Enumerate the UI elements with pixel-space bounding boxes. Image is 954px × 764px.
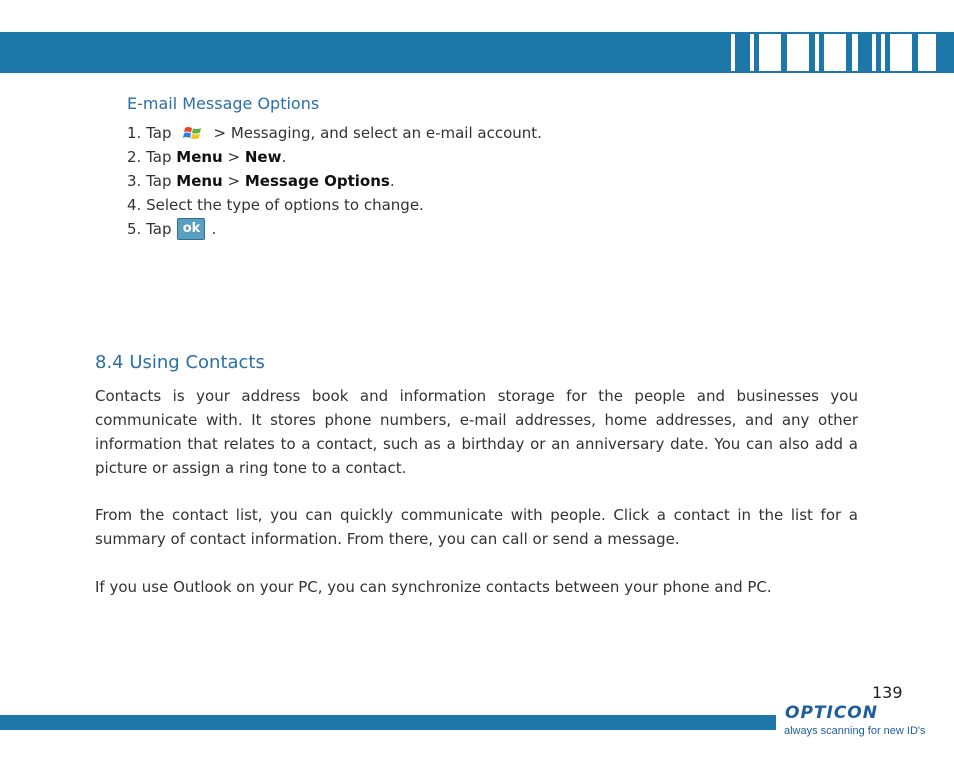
menu-command: Menu [176,148,223,166]
menu-command: Menu [176,172,223,190]
paragraph-contacts-intro: Contacts is your address book and information storage for the people and businesses you communicate with. It stores phone numbers, e-mail addresses, home addresses, and any other information that relates to a contact, such as a birthday or an anniversary date. You can also add a picture or assign a ring tone to a contact. [95,387,858,477]
step-4-text: 4. Select the type of options to change. [127,196,424,214]
step-2-number: 2. Tap [127,148,172,166]
logo-tagline: always scanning for new ID's [784,725,926,737]
step-5 [127,217,542,241]
opticon-logo: OPTICON [785,703,878,723]
message-options-command: Message Options [244,172,390,190]
section-title: 8.4 Using Contacts [95,352,265,373]
new-command: New [244,148,282,166]
windows-start-icon [183,124,203,142]
ok-button-icon: ok [177,218,205,240]
step-3-end: . [389,172,395,190]
header-band [0,32,954,73]
email-options-heading: E-mail Message Options [127,94,320,113]
paragraph-contact-list: From the contact list, you can quickly communicate with people. Click a contact in the list for a summary of contact information. From there, you can call or send a message. [95,506,858,548]
separator: > [227,172,241,190]
paragraph-outlook-sync: If you use Outlook on your PC, you can synchronize contacts between your phone and PC. [95,578,772,596]
step-1-number: 1. Tap [127,124,172,142]
email-options-steps [127,121,542,241]
step-1 [127,121,542,145]
step-1-text: > Messaging, and select an e-mail account. [213,124,542,142]
separator: > [227,148,241,166]
step-2 [127,145,542,169]
step-3 [127,169,542,193]
footer-band [0,715,776,730]
step-5-number: 5. Tap [127,220,172,238]
step-3-number: 3. Tap [127,172,172,190]
barcode-decoration-icon [731,34,936,71]
step-4 [127,193,542,217]
step-2-end: . [281,148,287,166]
step-5-end: . [211,220,217,238]
page-number: 139 [872,683,903,702]
